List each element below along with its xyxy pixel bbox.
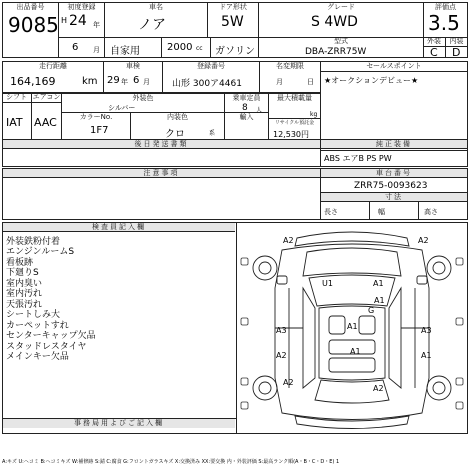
- ac-label: エアコン: [32, 93, 61, 101]
- inspection-item: 看板跡: [6, 258, 34, 268]
- plate: 山形 300ア4461: [172, 79, 242, 89]
- sales-point-label: セールスポイント: [366, 62, 422, 70]
- mileage: 164,169: [10, 75, 56, 88]
- chassis-label: 車台番号: [321, 169, 467, 178]
- inspection-year-unit: 年: [121, 78, 128, 86]
- car-name: ノア: [138, 17, 166, 33]
- periodic-label: 名変期限: [276, 62, 304, 70]
- mark-rear-right: A2: [373, 384, 384, 393]
- periodic-day-unit: 日: [307, 78, 314, 86]
- mirror-left: [277, 276, 287, 284]
- reg-month: 6: [72, 42, 79, 53]
- interior-color: クロ: [165, 129, 185, 140]
- mark-hood-right: A1: [374, 296, 385, 305]
- ac: AAC: [34, 116, 57, 129]
- wheel-rear-left: [253, 376, 277, 400]
- mark-left-side: A3: [276, 326, 287, 335]
- door-label: ドア形状: [219, 3, 247, 11]
- inspection-item: センターキャップ欠品: [6, 331, 96, 341]
- rear-docs-label: 後日発送書類: [3, 140, 320, 149]
- notes-label: 注意事項: [3, 169, 320, 178]
- inspection-item: メインキー欠品: [6, 352, 69, 362]
- reg-month-unit: 月: [93, 46, 100, 54]
- max-load-unit: kg: [310, 111, 318, 118]
- score: 3.5: [428, 11, 460, 35]
- mark-rear-center: A1: [350, 347, 361, 356]
- mark-front-left: A2: [283, 236, 294, 245]
- score-label: 評価点: [435, 3, 456, 11]
- left-windows: [303, 288, 315, 388]
- mark-roof-center: A1: [347, 322, 358, 331]
- import-label: 輸入: [239, 113, 254, 121]
- length-label: 長さ: [324, 208, 338, 216]
- sales-point: ★オークションデビュー★: [324, 76, 419, 85]
- color-no: 1F7: [90, 125, 109, 136]
- model-type-label: 型式: [334, 37, 348, 45]
- inspection-item: 天張汚れ: [6, 300, 43, 310]
- first-registration-label: 初度登録: [67, 3, 96, 11]
- inspection-label: 検査員記入欄: [3, 223, 235, 232]
- grade-label: グレード: [327, 3, 355, 11]
- hood: [303, 248, 401, 276]
- max-load-label: 最大積載量: [277, 94, 312, 102]
- inspection-label: 車検: [126, 62, 140, 70]
- mark-windshield: U1: [322, 279, 333, 288]
- displacement-unit: cc: [196, 45, 203, 52]
- lot-number-label: 出品番号: [16, 3, 45, 11]
- inspection-month-unit: 月: [143, 78, 150, 86]
- lot-number: 9085: [8, 13, 59, 37]
- era: H: [61, 16, 68, 25]
- mark-front-right: A2: [418, 236, 429, 245]
- color: シルバー: [108, 104, 136, 112]
- inspection-item: エンジンルームS: [6, 247, 75, 257]
- color-no-label: カラーNo.: [79, 113, 113, 121]
- genuine-equipment: ABS エアB PS PW: [324, 154, 392, 163]
- exterior-grade: C: [430, 46, 438, 59]
- recycle-label: リサイクル預託金: [274, 120, 315, 126]
- right-windows: [389, 288, 401, 388]
- inspection-item: 室内汚れ: [6, 289, 43, 299]
- mileage-unit: km: [82, 76, 98, 87]
- inspection-month: 6: [133, 75, 140, 86]
- mark-rear-quarter-right: A1: [421, 351, 432, 360]
- inspection-item: シートしみ大: [6, 310, 61, 320]
- inspection-year: 29: [107, 75, 120, 86]
- legend: A:キズ U:ヘコミ B:ヘコミキズ W:補修跡 S:錆 C:腐食 G:フロントガラスキズ X:交換済み XX:要交換 内・外装評価 S:最高ランク順(A・B・C・D・E) 1: [2, 459, 340, 465]
- reg-year-unit: 年: [93, 21, 100, 29]
- door-type: 5W: [221, 14, 244, 30]
- wheel-front-right: [427, 256, 451, 280]
- width-label: 幅: [378, 208, 385, 216]
- color-label: 外装色: [132, 94, 154, 102]
- periodic-unit: 月: [276, 78, 283, 86]
- wheel-front-left: [253, 256, 277, 280]
- capacity: 8: [242, 103, 248, 113]
- fuel: ガソリン: [215, 46, 255, 57]
- size-label: 寸法: [321, 193, 467, 202]
- interior-color-label: 内装色: [167, 113, 188, 121]
- reg-year: 24: [69, 13, 87, 29]
- chassis-number: ZRR75-0093623: [354, 181, 428, 191]
- wheel-rear-right: [427, 376, 451, 400]
- exterior-label: 外装: [427, 37, 441, 45]
- grade: S 4WD: [311, 14, 358, 30]
- inspection-item: カーペットすれ: [6, 321, 69, 331]
- model-type: DBA-ZRR75W: [305, 47, 367, 57]
- shift-label: シフト: [6, 93, 27, 101]
- interior-grade: D: [452, 46, 461, 59]
- rear-bumper: [295, 416, 409, 429]
- height-label: 高さ: [424, 208, 438, 216]
- shift: IAT: [6, 116, 23, 129]
- mark-rear-left: A2: [283, 378, 294, 387]
- displacement: 2000: [167, 42, 193, 53]
- inspection-item: スタッドレスタイヤ: [6, 342, 87, 352]
- mileage-label: 走行距離: [39, 62, 67, 70]
- capacity-unit: 人: [256, 107, 263, 114]
- car-name-label: 車名: [149, 3, 163, 11]
- mark-right-side: A3: [421, 326, 432, 335]
- interior-color-suffix: 系: [209, 130, 216, 137]
- inspection-item: 外装鉄粉付着: [6, 237, 61, 247]
- mark-rear-quarter-left: A2: [276, 351, 287, 360]
- plate-label: 登録番号: [197, 62, 225, 70]
- interior-label: 内装: [449, 37, 464, 45]
- usage: 自家用: [110, 46, 140, 57]
- mark-windshield-right: A1: [373, 279, 384, 288]
- office-label: 事務局用よびご記入欄: [3, 419, 235, 428]
- capacity-label: 乗車定員: [232, 94, 261, 102]
- mark-roof: G: [368, 306, 375, 315]
- mirror-right: [417, 276, 427, 284]
- body-outline: [275, 244, 429, 420]
- inspection-item: 下廻りS: [6, 268, 39, 278]
- recycle: 12,530円: [273, 130, 309, 139]
- inspection-item: 室内臭い: [6, 279, 43, 289]
- genuine-label: 純正装備: [321, 140, 467, 149]
